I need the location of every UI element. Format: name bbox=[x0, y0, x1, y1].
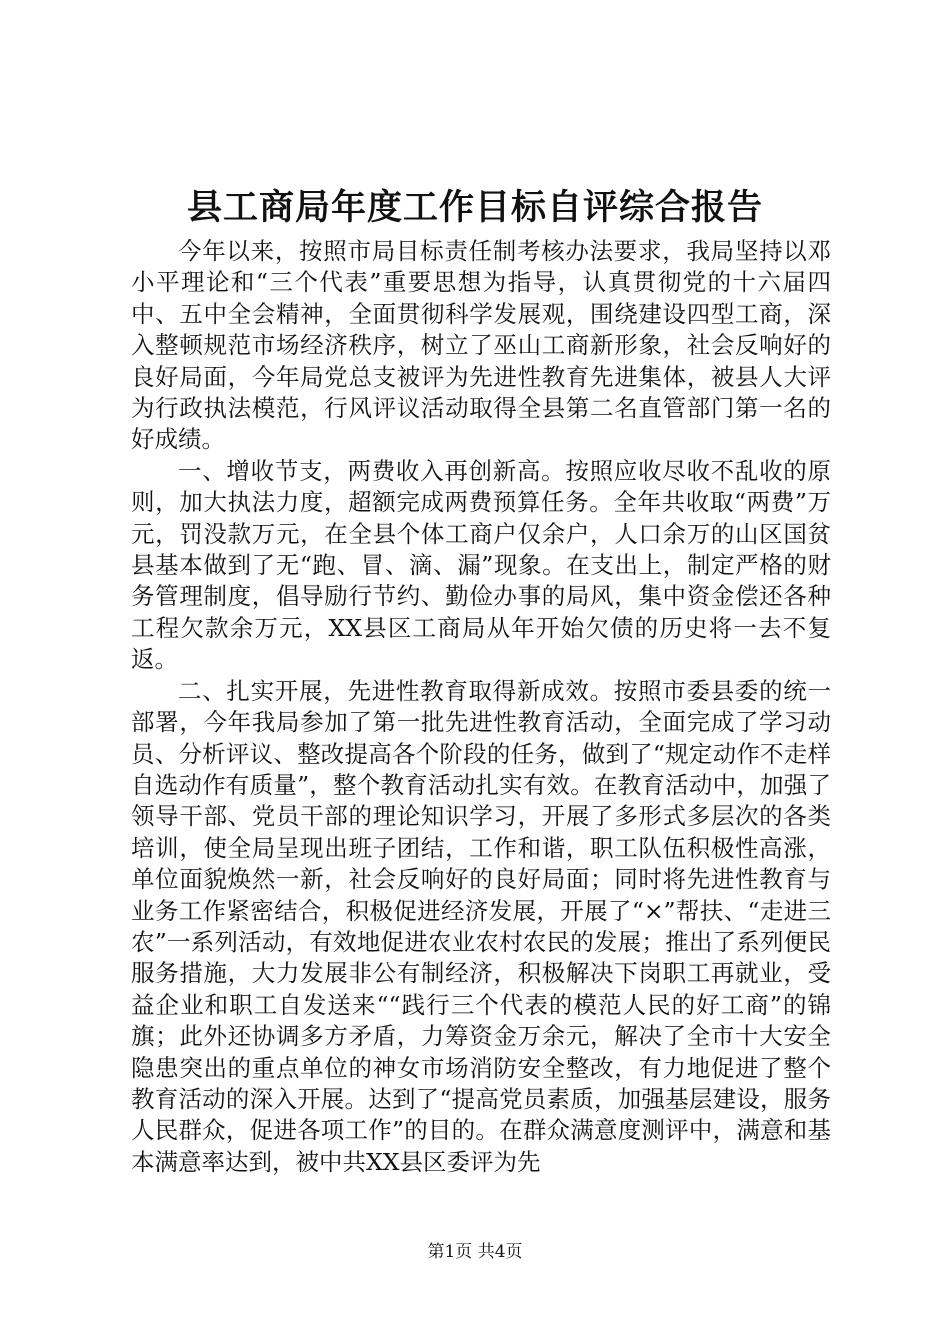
page-number-footer: 第1页 共4页 bbox=[427, 1242, 523, 1262]
document-title: 县工商局年度工作目标自评综合报告 bbox=[186, 187, 763, 228]
paragraph-section-2: 二、扎实开展，先进性教育取得新成效。按照市委县委的统一部署，今年我局参加了第一批先进性教育活动，全面完成了学习动员、分析评议、整改提高各个阶段的任务，做到了“规定动作不走样自选动作有质量”，整个教育活动扎实有效。在教育活动中，加强了领导干部、党员干部的理论知识学习，开展了多形式多层次的各类培训，使全局呈现出班子团结，工作和谐，职工队伍积极性高涨，单位面貌焕然一新，社会反响好的良好局面；同时将先进性教育与业务工作紧密结合，积极促进经济发展，开展了“×”帮扶、“走进三农”一系列活动，有效地促进农业农村农民的发展；推出了系列便民服务措施，大力发展非公有制经济，积极解决下岗职工再就业，受益企业和职工自发送来““践行三个代表的模范人民的好工商”的锦旗；此外还协调多方矛盾，力筹资金万余元，解决了全市十大安全隐患突出的重点单位的神女市场消防安全整改，有力地促进了整个教育活动的深入开展。达到了“提高党员素质，加强基层建设，服务人民群众，促进各项工作”的目的。在群众满意度测评中，满意和基本满意率达到，被中共XX县区委评为先 bbox=[131, 676, 831, 1176]
paragraph-section-1: 一、增收节支，两费收入再创新高。按照应收尽收不乱收的原则，加大执法力度，超额完成两费预算任务。全年共收取“两费”万元，罚没款万元，在全县个体工商户仅余户，人口余万的山区国贫县基本做到了无“跑、冒、滴、漏”现象。在支出上，制定严格的财务管理制度，倡导励行节约、勤俭办事的局风，集中资金偿还各种工程欠款余万元，XX县区工商局从年开始欠债的历史将一去不复返。 bbox=[131, 456, 831, 674]
paragraph-intro: 今年以来，按照市局目标责任制考核办法要求，我局坚持以邓小平理论和“三个代表”重要思想为指导，认真贯彻党的十六届四中、五中全会精神，全面贯彻科学发展观，围绕建设四型工商，深入整顿规范市场经济秩序，树立了巫山工商新形象，社会反响好的良好局面，今年局党总支被评为先进性教育先进集体，被县人大评为行政执法模范，行风评议活动取得全县第二名直管部门第一名的好成绩。 bbox=[131, 237, 831, 454]
document-body bbox=[131, 236, 831, 1178]
